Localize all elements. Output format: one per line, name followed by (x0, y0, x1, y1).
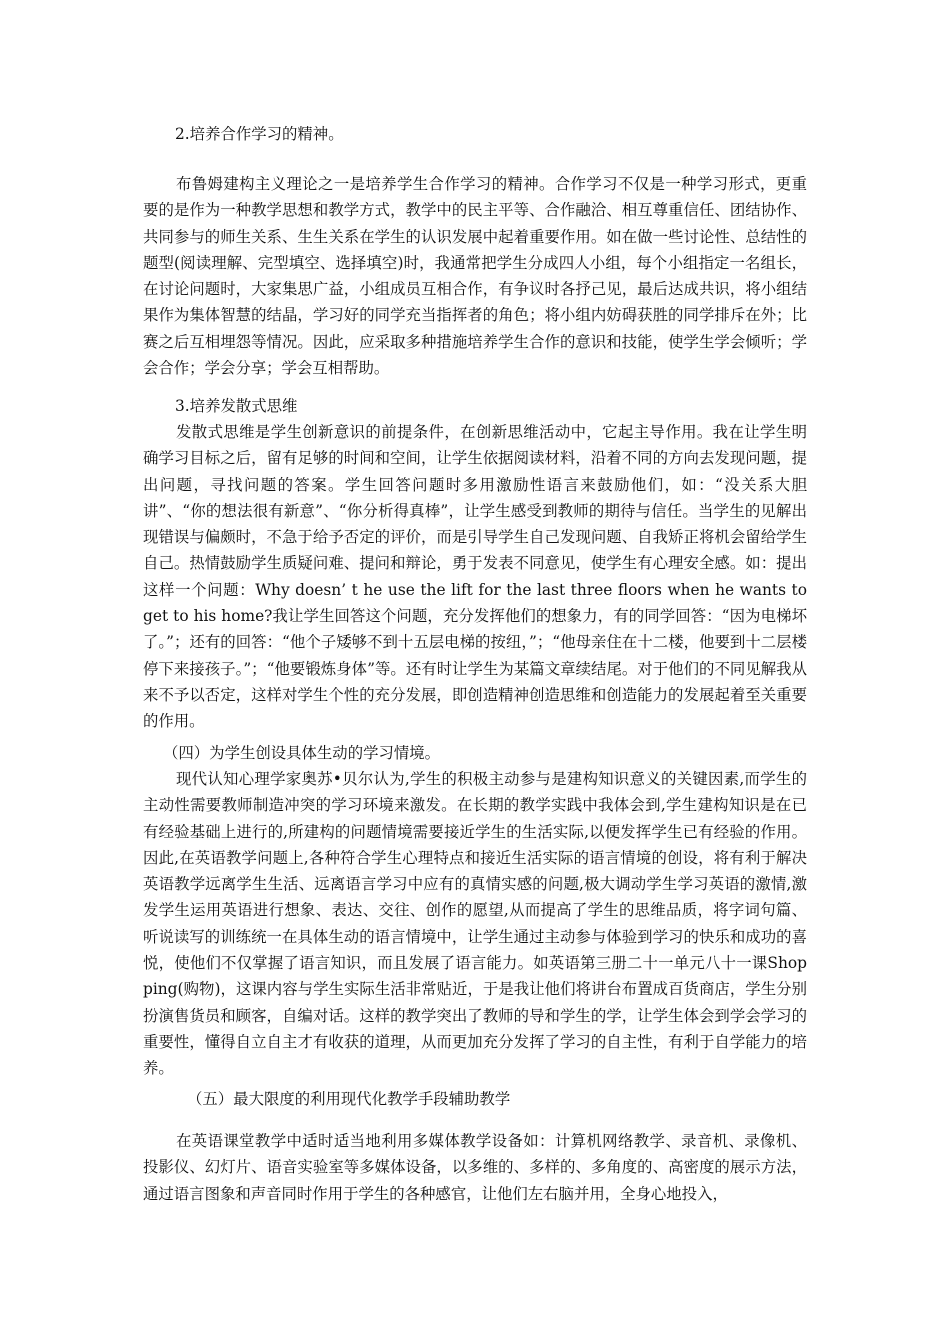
section-heading-3: 3.培养发散式思维 (175, 397, 298, 415)
section-heading-4: （四）为学生创设具体生动的学习情境。 (163, 744, 441, 762)
section-paragraph-5: 在英语课堂教学中适时适当地利用多媒体教学设备如：计算机网络教学、录音机、录像机、投影仪、幻灯片、语音实验室等多媒体设备，以多维的、多样的、多角度的、高密度的展示方法，通过语言图象和声音同时作用于学生的各种感官，让他们左右脑并用，全身心地投入， (143, 1132, 807, 1203)
section-paragraph-3: 发散式思维是学生创新意识的前提条件，在创新思维活动中，它起主导作用。我在让学生明确学习目标之后，留有足够的时间和空间，让学生依据阅读材料，沿着不同的方向去发现问题，提出问题，寻找问题的答案。学生回答问题时多用激励性语言来鼓励他们，如：“没关系大胆讲”、“你的想法很有新意”、“你分析得真棒”，让学生感受到教师的期待与信任。当学生的见解出现错误与偏颇时，不急于给予否定的评价，而是引导学生自己发现问题、自我矫正将机会留给学生自己。热情鼓励学生质疑问难、提问和辩论，勇于发表不同意见，使学生有心理安全感。如：提出这样一个问题：Why doesn’ t he use the lift for the last three floors when he wants to get to his home?我让学生回答这个问题，充分发挥他们的想象力，有的同学回答：“因为电梯坏了。”；还有的回答：“他个子矮够不到十五层电梯的按纽，”；“他母亲住在十二楼，他要到十二层楼停下来接孩子。”；“他要锻炼身体”等。还有时让学生为某篇文章续结尾。对于他们的不同见解我从来不予以否定，这样对学生个性的充分发展，即创造精神创造思维和创造能力的发展起着至关重要的作用。 (143, 423, 807, 731)
section-heading-5: （五）最大限度的利用现代化教学手段辅助教学 (187, 1090, 511, 1108)
section-paragraph-2: 布鲁姆建构主义理论之一是培养学生合作学习的精神。合作学习不仅是一种学习形式，更重要的是作为一种教学思想和教学方式，教学中的民主平等、合作融洽、相互尊重信任、团结协作、共同参与的师生关系、生生关系在学生的认识发展中起着重要作用。如在做一些讨论性、总结性的题型(阅读理解、完型填空、选择填空)时，我通常把学生分成四人小组，每个小组指定一名组长，在讨论问题时，大家集思广益，小组成员互相合作，有争议时各抒己见，最后达成共识，将小组结果作为集体智慧的结晶，学习好的同学充当指挥者的角色；将小组内妨碍获胜的同学排斥在外；比赛之后互相埋怨等情况。因此，应采取多种措施培养学生合作的意识和技能，使学生学会倾听；学会合作；学会分享；学会互相帮助。 (143, 175, 807, 378)
section-paragraph-4: 现代认知心理学家奥苏•贝尔认为,学生的积极主动参与是建构知识意义的关键因素,而学生的主动性需要教师制造冲突的学习环境来激发。在长期的教学实践中我体会到,学生建构知识是在已有经验基础上进行的,所建构的问题情境需要接近学生的生活实际,以便发挥学生已有经验的作用。因此,在英语教学问题上,各种符合学生心理特点和接近生活实际的语言情境的创设，将有利于解决英语教学远离学生生活、远离语言学习中应有的真情实感的问题,极大调动学生学习英语的激情,激发学生运用英语进行想象、表达、交往、创作的愿望,从而提高了学生的思维品质，将字词句篇、听说读写的训练统一在具体生动的语言情境中，让学生通过主动参与体验到学习的快乐和成功的喜悦，使他们不仅掌握了语言知识，而且发展了语言能力。如英语第三册二十一单元八十一课Shopping(购物)，这课内容与学生实际生活非常贴近，于是我让他们将讲台布置成百货商店，学生分别扮演售货员和顾客，自编对话。这样的教学突出了教师的导和学生的学，让学生体会到学会学习的重要性，懂得自立自主才有收获的道理，从而更加充分发挥了学习的自主性，有利于自学能力的培养。 (143, 770, 807, 1078)
section-heading-2: 2.培养合作学习的精神。 (175, 125, 344, 143)
